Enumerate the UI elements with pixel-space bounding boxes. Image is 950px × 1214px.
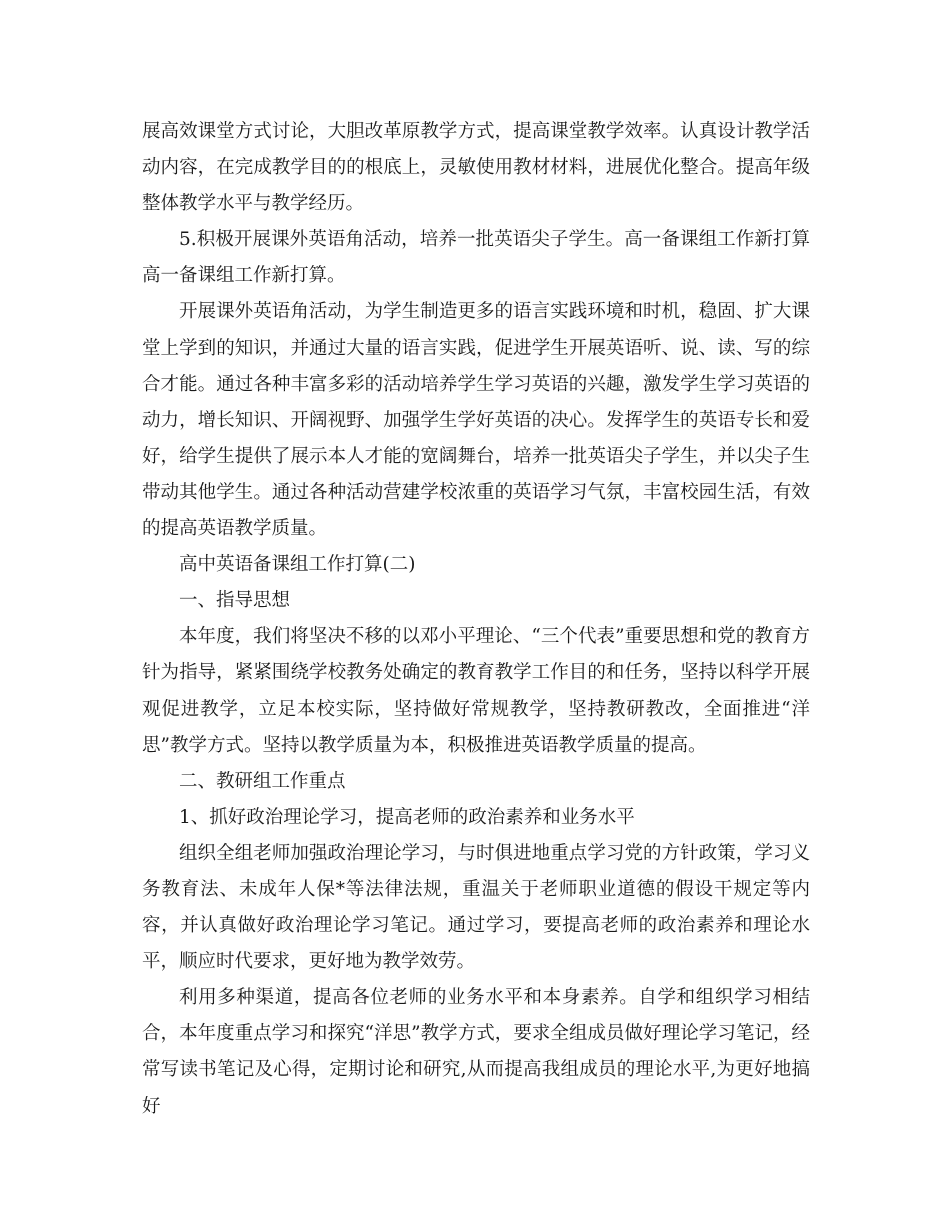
paragraph-political-study: 组织全组老师加强政治理论学习，与时俱进地重点学习党的方针政策，学习义务教育法、未成年人保*等法律法规，重温关于老师职业道德的假设干规定等内容，并认真做好政治理论学习笔记。通过学习，要提高老师的政治素养和理论水平，顺应时代要求，更好地为教学效劳。 [142,842,810,973]
heading-work-focus: 二、教研组工作重点 [179,770,346,792]
document-body [142,114,810,1125]
subheading-political-study: 1、抓好政治理论学习，提高老师的政治素养和业务水平 [179,806,635,828]
paragraph-3: 开展课外英语角活动，为学生制造更多的语言实践环境和时机，稳固、扩大课堂上学到的知识，并通过大量的语言实践，促进学生开展英语听、说、读、写的综合才能。通过各种丰富多彩的活动培养学生学习英语的兴趣，激发学生学习英语的动力，增长知识、开阔视野、加强学生学好英语的决心。发挥学生的英语专长和爱好，给学生提供了展示本人才能的宽阔舞台，培养一批英语尖子学生，并以尖子生带动其他学生。通过各种活动营建学校浓重的英语学习气氛，丰富校园生活，有效的提高英语教学质量。 [142,301,810,540]
section-title: 高中英语备课组工作打算(二) [179,554,416,576]
paragraph-guiding-ideology: 本年度，我们将坚决不移的以邓小平理论、“三个代表”重要思想和党的教育方针为指导，紧紧围绕学校教务处确定的教育教学工作目的和任务，坚持以科学开展观促进教学，立足本校实际，坚持做好常规教学，坚持教研教改，全面推进“洋思”教学方式。坚持以教学质量为本，积极推进英语教学质量的提高。 [142,626,810,756]
heading-guiding-ideology: 一、指导思想 [179,590,291,612]
paragraph-1: 展高效课堂方式讨论，大胆改革原教学方式，提高课堂教学效率。认真设计教学活动内容，在完成教学目的的根底上，灵敏使用教材材料，进展优化整合。提高年级整体教学水平与教学经历。 [142,121,810,215]
paragraph-professional-growth: 利用多种渠道，提高各位老师的业务水平和本身素养。自学和组织学习相结合，本年度重点学习和探究“洋思”教学方式，要求全组成员做好理论学习笔记，经常写读书笔记及心得，定期讨论和研究,从而提高我组成员的理论水平,为更好地搞好 [142,987,810,1117]
paragraph-2: 5.积极开展课外英语角活动，培养一批英语尖子学生。高一备课组工作新打算高一备课组工作新打算。 [142,229,810,287]
